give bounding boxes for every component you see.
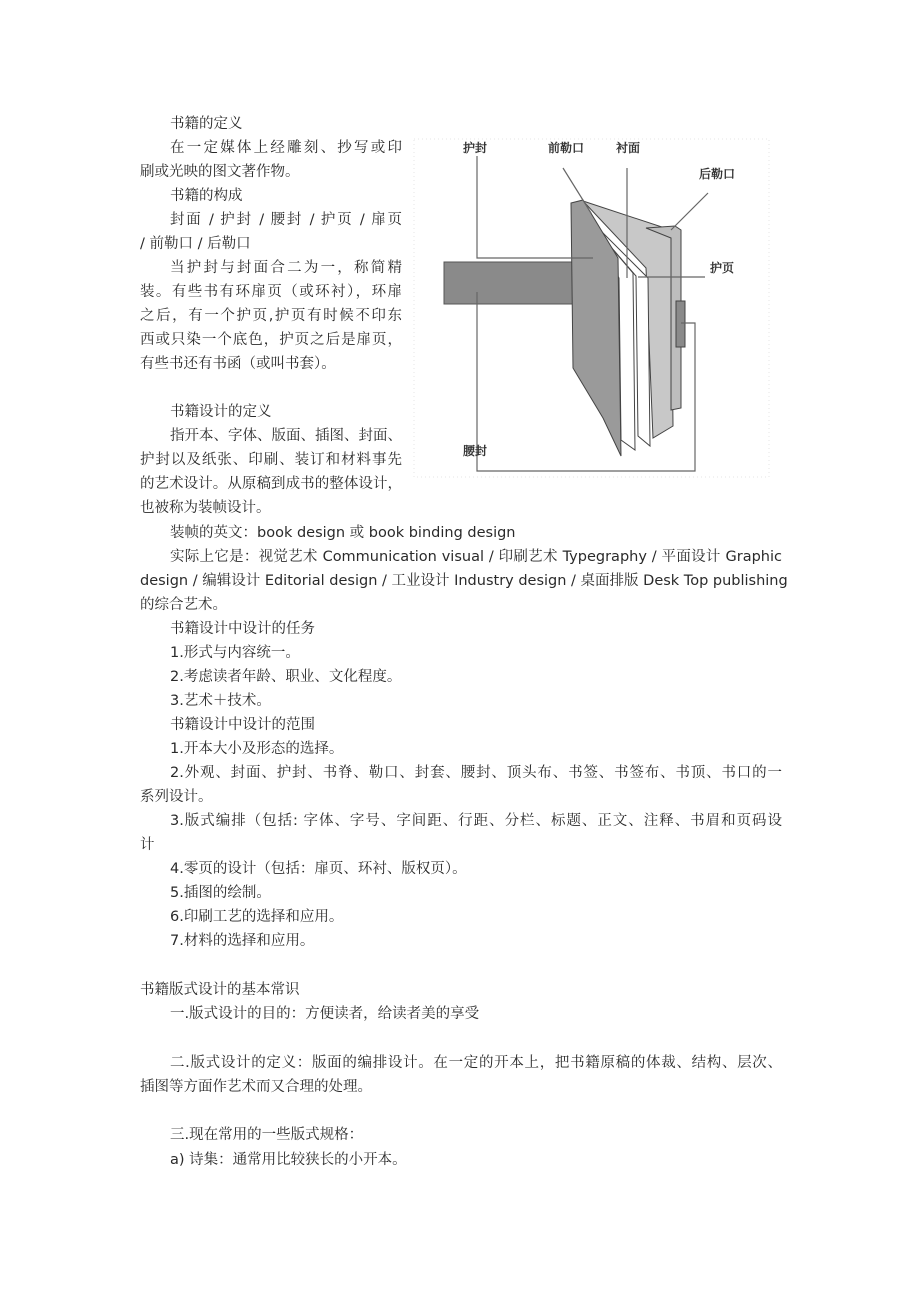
text-line: 1.开本大小及形态的选择。 [170, 741, 344, 757]
book-structure-diagram [413, 138, 770, 478]
text-line: 计 [140, 837, 155, 853]
text-line: 也被称为装帧设计。 [140, 500, 271, 516]
text-line: 书籍设计中设计的任务 [170, 621, 315, 637]
text-line: 2.考虑读者年龄、职业、文化程度。 [170, 669, 402, 685]
text-line: 护封以及纸张、印刷、装订和材料事先 [140, 452, 402, 468]
text-line: 书籍版式设计的基本常识 [140, 982, 300, 998]
text-line: 7.材料的选择和应用。 [170, 933, 315, 949]
text-line: 之后，有一个护页,护页有时候不印东 [140, 308, 402, 324]
text-line: 5.插图的绘制。 [170, 885, 271, 901]
label-belly-band: 腰封 [463, 444, 488, 458]
label-jacket: 护封 [463, 141, 488, 155]
text-line: 装。有些书有环扉页（或环衬），环扉 [140, 284, 402, 300]
text-line: 4.零页的设计（包括：扉页、环衬、版权页）。 [170, 861, 467, 877]
text-line: 6.印刷工艺的选择和应用。 [170, 909, 344, 925]
text-line: 当护封与封面合二为一，称简精 [170, 260, 402, 276]
belly-band-shape [444, 262, 574, 304]
label-endpaper: 护页 [710, 261, 735, 275]
text-line: 3.艺术＋技术。 [170, 693, 271, 709]
text-line: design / 编辑设计 Editorial design / 工业设计 Industry design / 桌面排版 Desk Top publishing [140, 573, 788, 589]
text-line: 书籍的定义 [170, 116, 243, 132]
text-line: / 前勒口 / 后勒口 [140, 236, 251, 252]
spine-tab-shape [676, 301, 685, 347]
text-line: 有些书还有书函（或叫书套）。 [140, 356, 336, 372]
text-line: 3.版式编排（包括: 字体、字号、字间距、行距、分栏、标题、正文、注释、书眉和页码设 [170, 813, 782, 829]
front-cover-shape [571, 200, 621, 456]
label-front-flap: 前勒口 [548, 141, 585, 155]
text-line: 装帧的英文：book design 或 book binding design [170, 525, 516, 541]
text-line: 的艺术设计。从原稿到成书的整体设计， [140, 476, 402, 492]
text-line: 实际上它是：视觉艺术 Communication visual / 印刷艺术 Typegraphy / 平面设计 Graphic [170, 549, 782, 565]
text-line: 二.版式设计的定义：版面的编排设计。在一定的开本上，把书籍原稿的体裁、结构、层次、 [170, 1055, 782, 1071]
text-line: 的综合艺术。 [140, 597, 227, 613]
text-line: 1.形式与内容统一。 [170, 645, 300, 661]
text-line: a) 诗集：通常用比较狭长的小开本。 [170, 1152, 407, 1168]
text-line: 一.版式设计的目的：方便读者，给读者美的享受 [170, 1006, 480, 1022]
text-line: 2.外观、封面、护封、书脊、勒口、封套、腰封、顶头布、书签、书签布、书顶、书口的一 [170, 765, 782, 781]
text-line: 插图等方面作艺术而又合理的处理。 [140, 1079, 372, 1095]
text-line: 刷或光映的图文著作物。 [140, 164, 300, 180]
text-line: 系列设计。 [140, 789, 213, 805]
text-line: 三.现在常用的一些版式规格： [170, 1127, 364, 1143]
text-line: 封面 / 护封 / 腰封 / 护页 / 扉页 [170, 212, 402, 228]
label-lining: 衬面 [616, 141, 641, 155]
text-line: 书籍设计的定义 [170, 404, 272, 420]
text-line: 书籍的构成 [170, 188, 243, 204]
text-line: 指开本、字体、版面、插图、封面、 [170, 428, 402, 444]
text-line: 在一定媒体上经雕刻、抄写或印 [170, 140, 402, 156]
text-line: 西或只染一个底色，护页之后是扉页， [140, 332, 402, 348]
label-back-flap: 后勒口 [699, 167, 736, 181]
text-line: 书籍设计中设计的范围 [170, 717, 315, 733]
